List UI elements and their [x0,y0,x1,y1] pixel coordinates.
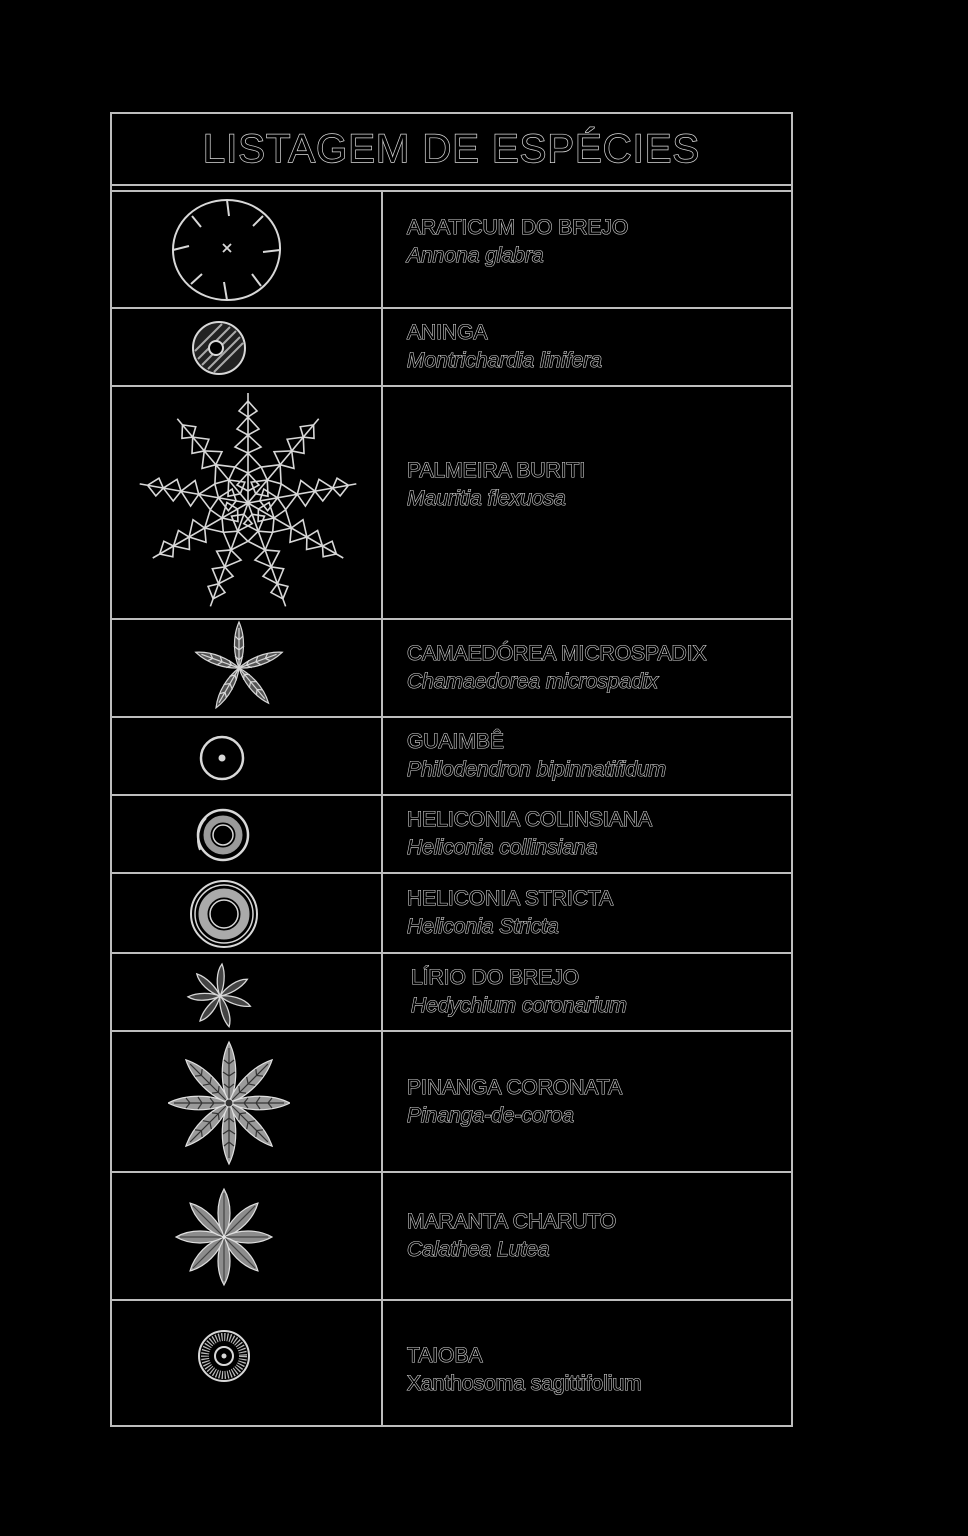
table-row [112,1173,791,1301]
table-header [112,114,791,186]
maranta-star-rosette-icon [170,1187,278,1287]
species-scientific-name: Heliconia Stricta [407,915,559,938]
table-title: LISTAGEM DE ESPÉCIES [202,126,701,171]
araticum-tree-symbol-icon [167,194,287,306]
camaedorea-leaf-cluster-icon [184,620,294,716]
species-scientific-name: Chamaedorea microspadix [407,670,658,693]
table-row [112,718,791,796]
species-common-name: PALMEIRA BURITI [407,459,586,482]
species-scientific-name: Philodendron bipinnatifidum [407,758,667,781]
table-row [112,309,791,387]
species-common-name: MARANTA CHARUTO [407,1210,617,1233]
species-scientific-name: Mauritia flexuosa [407,487,566,510]
guaimbe-dot-circle-icon [198,734,246,782]
species-scientific-name: Annona glabra [407,244,544,267]
species-table [110,112,793,1427]
species-common-name: GUAIMBÊ [407,730,504,753]
heliconia-collinsiana-ring-icon [192,806,254,864]
table-row [112,954,791,1032]
table-row [112,387,791,620]
table-row [112,1032,791,1173]
heliconia-stricta-ring-icon [186,878,262,950]
species-common-name: TAIOBA [407,1344,483,1367]
table-row [112,874,791,954]
species-common-name: HELICONIA STRICTA [407,887,614,910]
table-row [112,620,791,718]
taioba-radial-circle-icon [197,1329,251,1383]
table-row [112,1301,791,1425]
species-scientific-name: Calathea Lutea [407,1238,550,1261]
buriti-palm-star-icon [117,387,379,619]
species-scientific-name: Heliconia collinsiana [407,836,598,859]
aninga-hatched-circle-icon [190,319,248,377]
table-row [112,192,791,309]
species-common-name: PINANGA CORONATA [407,1075,623,1099]
lirio-leaf-star-icon [180,962,260,1030]
species-common-name: ARATICUM DO BREJO [407,216,629,239]
table-row [112,796,791,874]
pinanga-rosette-icon [168,1040,290,1166]
species-scientific-name: Pinanga-de-coroa [407,1103,574,1127]
species-scientific-name: Hedychium coronarium [411,994,627,1017]
species-common-name: ANINGA [407,321,488,344]
species-scientific-name: Xanthosoma sagittifolium [407,1372,642,1395]
species-scientific-name: Montrichardia linifera [407,349,602,372]
species-common-name: HELICONIA COLINSIANA [407,808,653,831]
species-common-name: LÍRIO DO BREJO [411,966,580,989]
species-common-name: CAMAEDÓREA MICROSPADIX [407,642,707,665]
